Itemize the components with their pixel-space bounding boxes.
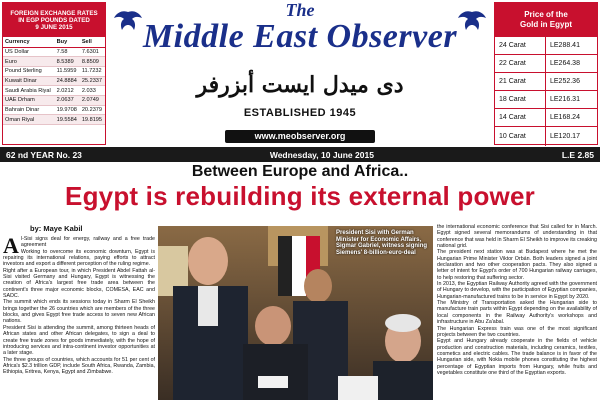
masthead-the: The [285,0,315,20]
forex-currency: UAE Drham [3,95,55,105]
gold-title-line: Price of the [524,10,568,19]
gold-row [495,73,597,91]
forex-currency: Euro [3,57,55,67]
gold-row [495,37,597,55]
forex-currency: Saudi Arabia Riyal [3,86,55,96]
forex-header-sell: Sell [80,37,105,47]
masthead-name: Middle East Observer [142,18,458,55]
forex-buy: 11.5959 [55,66,80,76]
forex-currency: Kuwait Dinar [3,76,55,86]
forex-sell: 2.0749 [80,95,105,105]
gold-title-line: Gold in Egypt [520,20,572,29]
forex-rates-box [2,2,106,145]
article-paragraph: The Ministry of Transportation asked the Hungarian side to manufacture train parts within Egypt depending on the availability of local components in the Railway Authority's workshops and infrastructure in Abu Za'abal. [437,300,597,326]
article-paragraph: The Hungarian Express train was one of the most significant projects between the two countries. [437,325,597,338]
forex-currency: Bahrain Dinar [3,105,55,115]
photo-caption: President Sisi with German Minister for Economic Affairs, Sigmar Gabriel, witness signing Siemens' 8-billion-euro-deal [336,230,428,256]
masthead [110,0,490,145]
paragraph-text: l-Sisi signs deal for energy, railway and a free trade agreement [20,236,155,249]
forex-currency: US Dollar [3,47,55,57]
article-paragraph: Right after a European tour, in which President Abdel Fattah al-Sisi visited Germany and Hungary, Egypt is witnessing the creation of Africa's largest free trade area between the continent's three major economic blocks, COMESA, EAC and SADC. [3,267,155,300]
gold-carat: 18 Carat [495,91,546,108]
forex-row [3,76,105,86]
article-paragraph: The president next station was at Budapest where he met the Hungarian Prime Minister Viktor Orbán. Both leaders signed a joint declaration and two other cooperation pacts. They also signed a letter of intent for Egypt's order of 700 Hungarian railway carriages, to help restoring that suffering sector. [437,249,597,281]
drop-cap: A [3,236,19,258]
forex-buy: 2.0212 [55,86,80,96]
gold-carat: 22 Carat [495,55,546,72]
forex-buy: 2.0637 [55,95,80,105]
gold-row [495,55,597,73]
forex-row [3,47,105,57]
issue-date: Wednesday, 10 June 2015 [269,149,374,160]
gold-price-box [494,2,598,145]
forex-buy: 19.5584 [55,115,80,125]
forex-header-currency: Currency [3,37,55,47]
gold-title [495,3,597,37]
gold-row [495,91,597,109]
forex-sell: 25.2337 [80,76,105,86]
forex-title-line: FOREIGN EXCHANGE RATES [10,9,98,17]
forex-sell: 19.8195 [80,115,105,125]
gold-price: LE252.36 [550,78,580,86]
issue-info-bar [0,147,600,162]
forex-row [3,105,105,115]
article-paragraph: Working to overcome its economic downturn, Egypt is repairing its international relations, paying efforts to attract investors and export a different perception of the ruling regime. [3,248,155,268]
forex-buy: 24.8884 [55,76,80,86]
article-column-right [437,224,597,400]
gold-price: LE216.31 [550,96,580,104]
gold-carat: 14 Carat [495,109,546,126]
gold-price: LE264.38 [550,60,580,68]
forex-buy: 19.9708 [55,105,80,115]
forex-buy: 7.58 [55,47,80,57]
gold-row [495,127,597,145]
forex-table [3,37,105,125]
article-headline[interactable]: Egypt is rebuilding its external power [65,181,535,211]
forex-row [3,86,105,96]
forex-header-buy: Buy [55,37,80,47]
forex-title [3,3,105,37]
gold-carat: 10 Carat [495,127,546,145]
gold-price: LE288.41 [550,42,580,50]
forex-row [3,115,105,125]
issue-price: L.E 2.85 [561,149,594,160]
website-url[interactable]: www.meobserver.org [225,130,375,143]
forex-sell: 7.6301 [80,47,105,57]
forex-title-line: 9 JUNE 2015 [35,23,73,31]
article-paragraph: President Sisi is attending the summit, among thirteen heads of African states and other African delegates, to sign a deal to create free trade zones for goods immediately, with the hope of introducing services and intra-continent investor opportunities at a later stage. [3,324,155,357]
gold-carat: 21 Carat [495,73,546,90]
masthead-arabic-name: دى ميدل ايست أبزرفر [196,72,404,98]
forex-sell: 20.2379 [80,105,105,115]
forex-row [3,95,105,105]
gold-price: LE168.24 [550,114,580,122]
gold-carat: 24 Carat [495,37,546,54]
forex-currency: Oman Riyal [3,115,55,125]
article-paragraph: the international economic conference that Sisi called for in March. Egypt signed several memorandums of understanding in that conference that was held in Sharm El Sheikh to improve its creaking national grid. [437,224,597,250]
article-paragraph: In 2013, the Egyptian Railway Authority agreed with the government of Hungary to develop, with the participation of Egyptian companies, Hungarian-manufactured trains to be in service in Egypt by 2020. [437,281,597,300]
forex-row [3,57,105,67]
article-kicker: Between Europe and Africa.. [191,163,409,180]
established-line: ESTABLISHED 1945 [243,107,357,119]
forex-currency: Pound Sterling [3,66,55,76]
article-column-left [3,236,155,400]
forex-buy: 8.5389 [55,57,80,67]
forex-sell: 11.7232 [80,66,105,76]
forex-row [3,66,105,76]
article-paragraph: Egypt and Hungary already cooperate in the fields of vehicle production and construction materials, including ceramics, textiles, cosmetics and electric cables. The trade balance is in favor of the Hungarian side, with Nokia mobile phones constituting the highest percentage of Egyptian imports from Hungary, while fruits and vegetables constitute one third of the Egyptian exports. [437,338,597,376]
gold-price: LE120.17 [550,133,580,141]
gold-row [495,109,597,127]
forex-sell: 2.033 [80,86,105,96]
issue-number: 62 nd YEAR No. 23 [6,149,82,160]
forex-title-line: IN EGP POUNDS DATED [18,16,90,24]
article-paragraph: The summit which ends its sessions today in Sharm El Sheikh brings together the 26 countries which are members of the three blocks, and gives Egypt free trade access to seven new African nations. [3,299,155,325]
article-byline: by: Maye Kabil [30,224,83,233]
forex-header-row [3,37,105,47]
forex-sell: 8.8509 [80,57,105,67]
article-paragraph: The three groups of countries, which accounts for 51 per cent of Africa's $2.3 trillion GDP, include South Africa, Rwanda, Zambia, Ethiopia, Eritrea, Kenya, Egypt and Zimbabwe. [3,356,155,376]
